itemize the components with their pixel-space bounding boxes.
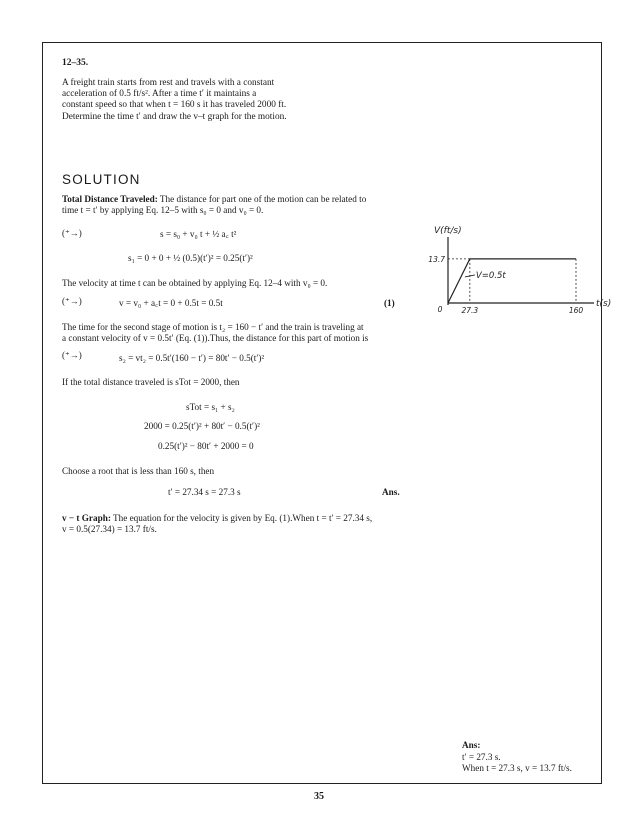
equation-total-expanded: 2000 = 0.25(t′)² + 80t′ − 0.5(t′)² xyxy=(144,421,260,431)
answer-marker: Ans. xyxy=(382,487,400,497)
origin-label: 0 xyxy=(437,305,443,314)
paragraph-text: time t = t′ by applying Eq. 12–5 with s₀ = 0 and v₀ = 0. xyxy=(62,205,264,216)
x-axis-label: t(s) xyxy=(596,299,612,309)
direction-label: (⁺→) xyxy=(62,350,82,360)
paragraph-text: The distance for part one of the motion can be related to xyxy=(157,194,367,204)
problem-line: A freight train starts from rest and travels with a constant xyxy=(62,78,275,88)
equation-quadratic: 0.25(t′)² − 80t′ + 2000 = 0 xyxy=(158,441,254,451)
paragraph-text: The equation for the velocity is given by Eq. (1).When t = t′ = 27.34 s, xyxy=(110,513,373,523)
root-intro-text: Choose a root that is less than 160 s, then xyxy=(62,466,215,476)
total-intro-text: If the total distance traveled is sTot = 2000, then xyxy=(62,377,240,387)
vt-graph xyxy=(408,225,612,330)
problem-line: Determine the time t′ and draw the v–t graph for the motion. xyxy=(62,111,287,122)
paragraph-text: v = 0.5(27.34) = 13.7 ft/s. xyxy=(62,524,157,535)
velocity-line xyxy=(448,259,576,303)
solution-heading: SOLUTION xyxy=(62,172,141,187)
answer-box-label: Ans: xyxy=(462,740,481,750)
x-tick-label: 160 xyxy=(568,306,584,315)
page-number: 35 xyxy=(314,791,324,802)
problem-statement xyxy=(62,78,299,123)
y-tick-label: 13.7 xyxy=(428,254,445,264)
velocity-intro-text: The velocity at time t can be obtained by applying Eq. 12–4 with v₀ = 0. xyxy=(62,278,328,288)
equation-total: sTot = s₁ + s₂ xyxy=(186,402,235,412)
section-title: v − t Graph: xyxy=(62,513,111,523)
total-distance-paragraph xyxy=(62,194,402,216)
equation-s2: s₂ = vt₂ = 0.5t′(160 − t′) = 80t′ − 0.5(t′)² xyxy=(119,353,265,363)
vt-graph-plot xyxy=(428,226,611,315)
paragraph-text: The time for the second stage of motion is t₂ = 160 − t′ and the train is traveling at xyxy=(62,322,364,332)
page-frame xyxy=(42,42,602,784)
equation-s1: s₁ = 0 + 0 + ½ (0.5)(t′)² = 0.25(t′)² xyxy=(128,253,253,263)
equation-number: (1) xyxy=(384,298,395,308)
problem-line: constant speed so that when t = 160 s it has traveled 2000 ft. xyxy=(62,100,287,111)
answer-line: When t = 27.3 s, v = 13.7 ft/s. xyxy=(462,763,572,773)
stage-two-paragraph xyxy=(62,322,402,344)
problem-number: 12–35. xyxy=(62,58,89,68)
y-axis-label: V(ft/s) xyxy=(434,226,462,236)
x-tick-label: 27.3 xyxy=(461,306,479,315)
answer-line: t′ = 27.3 s. xyxy=(462,751,501,762)
direction-label: (⁺→) xyxy=(62,296,82,306)
problem-line: acceleration of 0.5 ft/s². After a time t′ it maintains a xyxy=(62,89,257,100)
direction-label: (⁺→) xyxy=(62,228,82,238)
paragraph-text: a constant velocity of v = 0.5t′ (Eq. (1)).Thus, the distance for this part of motion is xyxy=(62,333,369,344)
answer-box xyxy=(462,740,572,775)
line-annotation: V=0.5t xyxy=(475,270,506,281)
equation-answer: t′ = 27.34 s = 27.3 s xyxy=(168,487,241,497)
equation-velocity: v = v₀ + a꜀t = 0 + 0.5t = 0.5t xyxy=(119,298,223,308)
vt-graph-paragraph xyxy=(62,513,402,535)
equation-kinematic-position: s = s₀ + v₀ t + ½ a꜀ t² xyxy=(160,229,237,239)
section-title: Total Distance Traveled: xyxy=(62,194,158,204)
